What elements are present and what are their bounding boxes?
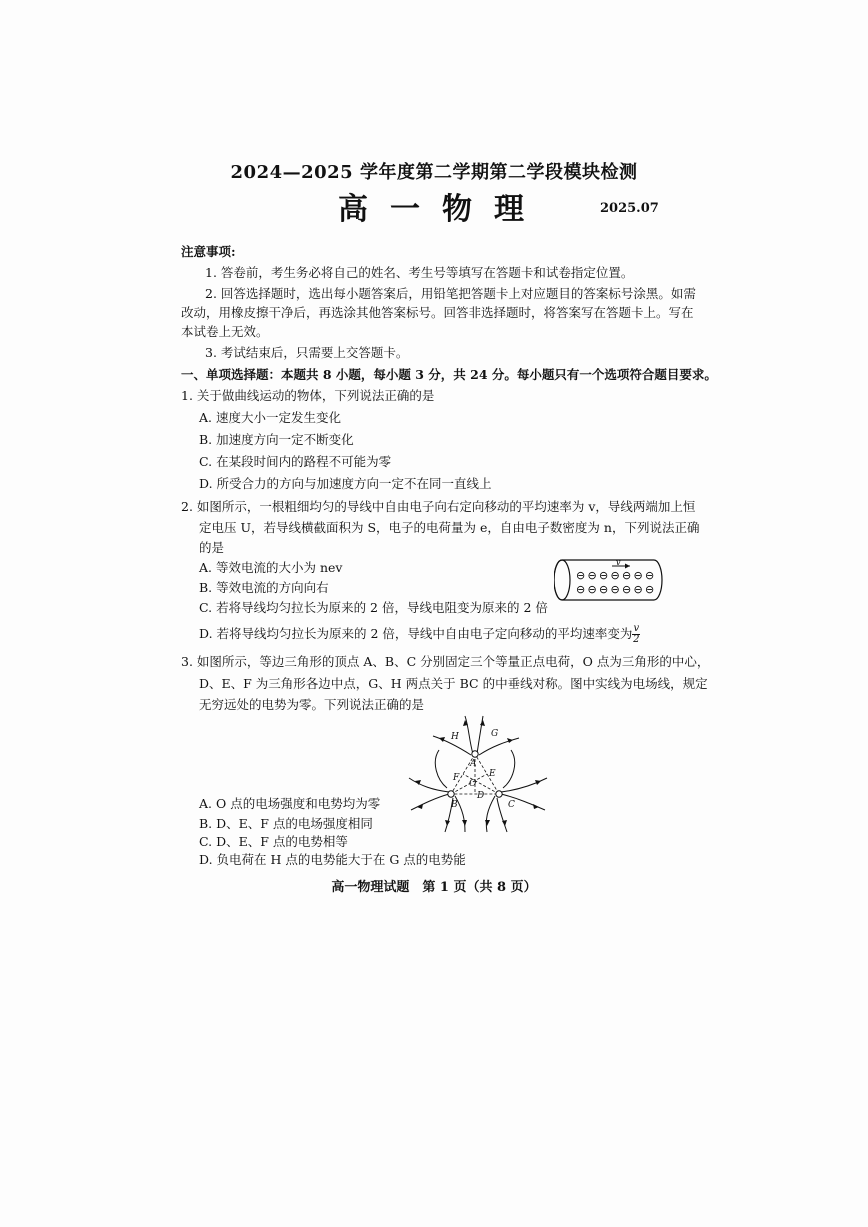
q1-option-c: C. 在某段时间内的路程不可能为零 bbox=[199, 454, 392, 469]
electron-symbol: ⊖ bbox=[633, 569, 643, 582]
q2-stem-line-1: 2. 如图所示，一根粗细均匀的导线中自由电子向右定向移动的平均速率为 v，导线两端加上恒 bbox=[181, 499, 696, 514]
label-b: B bbox=[451, 800, 458, 810]
electron-symbol: ⊖ bbox=[645, 583, 655, 596]
label-f: F bbox=[453, 773, 460, 783]
fraction-numerator: v bbox=[633, 623, 640, 634]
electric-field-figure bbox=[407, 714, 552, 834]
q3-option-d: D. 负电荷在 H 点的电势能大于在 G 点的电势能 bbox=[199, 852, 466, 867]
electron-symbol: ⊖ bbox=[599, 569, 609, 582]
notice-heading: 注意事项: bbox=[181, 244, 236, 259]
exam-title: 2024—2025 学年度第二学期第二学段模块检测 bbox=[230, 162, 638, 183]
electron-symbol: ⊖ bbox=[599, 583, 609, 596]
label-a: A bbox=[470, 759, 477, 769]
notice-item-3: 3. 考试结束后，只需要上交答题卡。 bbox=[205, 345, 409, 360]
q1-option-b: B. 加速度方向一定不断变化 bbox=[199, 432, 354, 447]
field-lines bbox=[409, 716, 547, 832]
charge-a bbox=[472, 751, 478, 757]
charge-b bbox=[448, 791, 454, 797]
electron-grid bbox=[576, 569, 654, 596]
label-e: E bbox=[489, 769, 496, 779]
q2-option-d bbox=[199, 624, 640, 645]
q3-stem-line-1: 3. 如图所示，等边三角形的顶点 A、B、C 分别固定三个等量正点电荷，O 点为三角形的中心， bbox=[181, 654, 710, 669]
notice-item-2-line-3: 本试卷上无效。 bbox=[181, 324, 269, 339]
q1-option-d: D. 所受合力的方向与加速度方向一定不在同一直线上 bbox=[199, 476, 492, 491]
velocity-arrowhead bbox=[625, 564, 630, 569]
q2-option-d-text: D. 若将导线均匀拉长为原来的 2 倍，导线中自由电子定向移动的平均速率变为 bbox=[199, 626, 633, 641]
electron-symbol: ⊖ bbox=[587, 583, 597, 596]
figure-labels bbox=[450, 729, 515, 810]
q1-stem: 1. 关于做曲线运动的物体，下列说法正确的是 bbox=[181, 388, 435, 403]
electron-symbol: ⊖ bbox=[622, 569, 632, 582]
fraction-denominator: 2 bbox=[633, 634, 640, 645]
charge-c bbox=[496, 791, 502, 797]
electron-symbol: ⊖ bbox=[587, 569, 597, 582]
notice-item-1: 1. 答卷前，考生务必将自己的姓名、考生号等填写在答题卡和试卷指定位置。 bbox=[205, 265, 634, 280]
q1-option-a: A. 速度大小一定发生变化 bbox=[199, 410, 341, 425]
electron-symbol: ⊖ bbox=[610, 583, 620, 596]
q2-option-c: C. 若将导线均匀拉长为原来的 2 倍，导线电阻变为原来的 2 倍 bbox=[199, 600, 548, 615]
electron-symbol: ⊖ bbox=[622, 583, 632, 596]
q2-option-b: B. 等效电流的方向向右 bbox=[199, 580, 329, 595]
label-g: G bbox=[491, 729, 499, 739]
q3-option-c: C. D、E、F 点的电势相等 bbox=[199, 834, 348, 849]
q3-stem-line-3: 无穷远处的电势为零。下列说法正确的是 bbox=[199, 697, 425, 712]
section-1-heading: 一、单项选择题：本题共 8 小题，每小题 3 分，共 24 分。每小题只有一个选项符合题目要求。 bbox=[181, 367, 717, 382]
subject-title: 高一物理 bbox=[338, 192, 546, 227]
page-footer: 高一物理试题 第 1 页（共 8 页） bbox=[331, 880, 537, 895]
q3-stem-line-2: D、E、F 为三角形各边中点，G、H 两点关于 BC 的中垂线对称。图中实线为电场线，规定 bbox=[199, 676, 708, 691]
electron-symbol: ⊖ bbox=[610, 569, 620, 582]
q3-option-a: A. O 点的电场强度和电势均为零 bbox=[199, 796, 381, 811]
q2-stem-line-2: 定电压 U，若导线横截面积为 S，电子的电荷量为 e，自由电子数密度为 n，下列说法正确 bbox=[199, 520, 700, 535]
q2-option-a: A. 等效电流的大小为 nev bbox=[199, 560, 343, 575]
velocity-label: v bbox=[616, 558, 621, 567]
q3-option-b: B. D、E、F 点的电场强度相同 bbox=[199, 816, 373, 831]
electron-symbol: ⊖ bbox=[576, 583, 586, 596]
label-c: C bbox=[508, 800, 515, 810]
electron-symbol: ⊖ bbox=[576, 569, 586, 582]
notice-item-2-line-2: 改动，用橡皮擦干净后，再选涂其他答案标号。回答非选择题时，将答案写在答题卡上。写在 bbox=[181, 305, 694, 320]
electron-symbol: ⊖ bbox=[645, 569, 655, 582]
label-o: O bbox=[469, 779, 477, 789]
notice-item-2-line-1: 2. 回答选择题时，选出每小题答案后，用铅笔把答题卡上对应题目的答案标号涂黑。如需 bbox=[205, 286, 696, 301]
label-d: D bbox=[477, 791, 485, 801]
label-h: H bbox=[451, 732, 459, 742]
electron-symbol: ⊖ bbox=[633, 583, 643, 596]
fraction-v-over-2 bbox=[632, 624, 640, 645]
exam-date: 2025.07 bbox=[600, 201, 659, 216]
wire-figure bbox=[554, 558, 664, 602]
wire-cross-section bbox=[554, 560, 570, 600]
q2-stem-line-3: 的是 bbox=[199, 540, 225, 555]
